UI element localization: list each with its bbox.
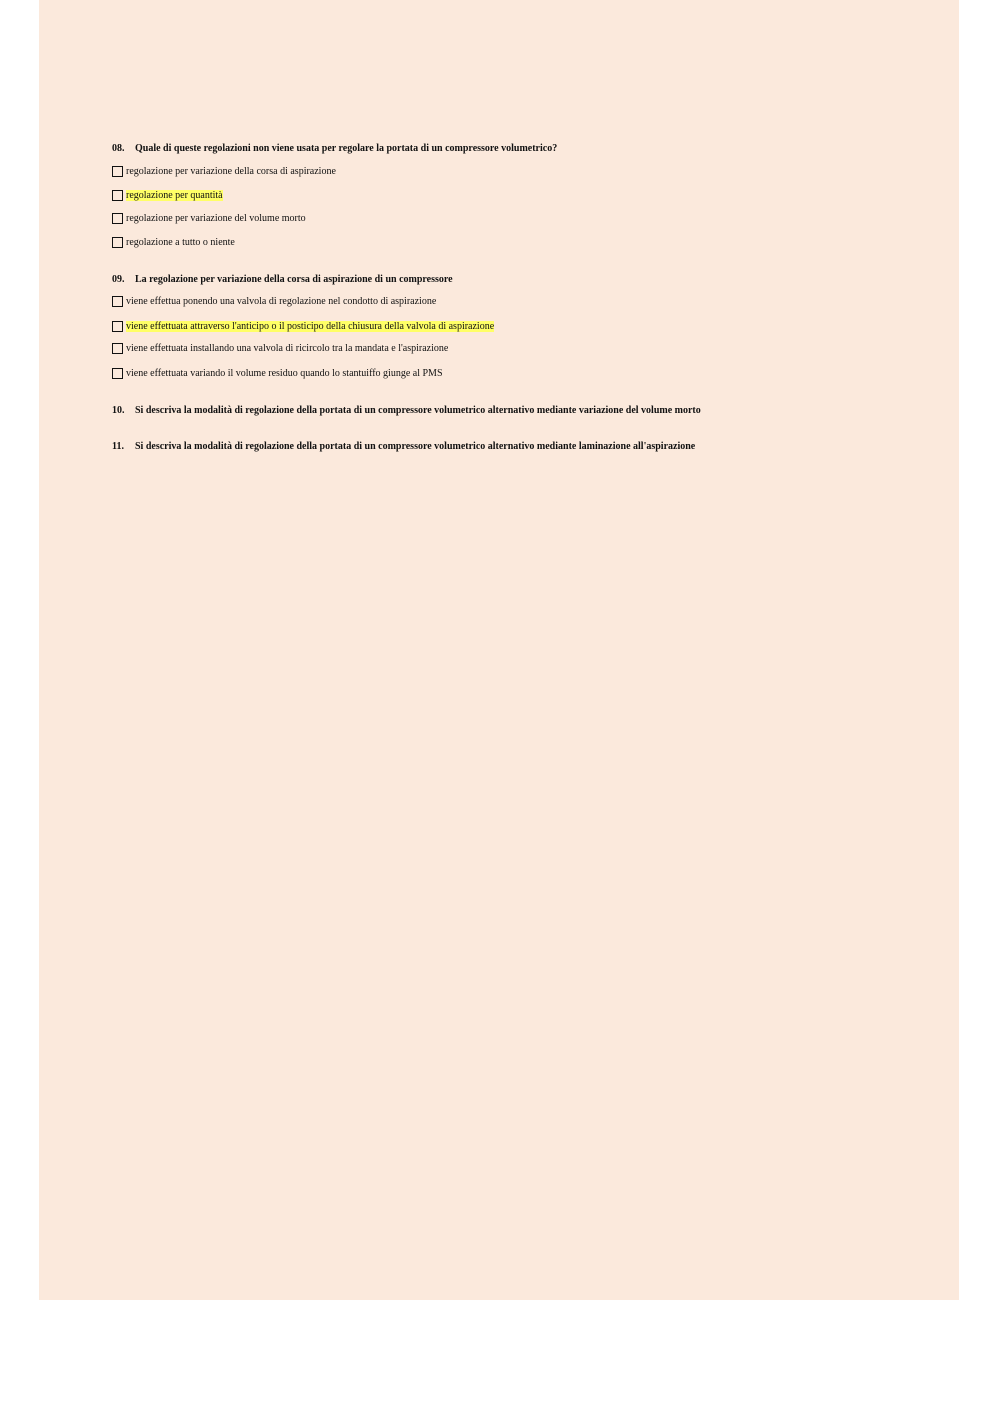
option-09-b[interactable] bbox=[112, 321, 494, 332]
option-08-b[interactable] bbox=[112, 190, 223, 201]
option-label: regolazione per variazione del volume morto bbox=[126, 213, 306, 224]
option-08-c[interactable] bbox=[112, 213, 306, 224]
checkbox[interactable] bbox=[112, 321, 123, 332]
option-label: regolazione per variazione della corsa di aspirazione bbox=[126, 166, 336, 177]
option-label-highlighted: regolazione per quantità bbox=[126, 190, 223, 201]
option-09-a[interactable] bbox=[112, 296, 436, 307]
question-08 bbox=[112, 143, 557, 154]
checkbox[interactable] bbox=[112, 296, 123, 307]
question-number: 11. bbox=[112, 441, 124, 452]
checkbox[interactable] bbox=[112, 343, 123, 354]
option-label: viene effettuata variando il volume residuo quando lo stantuiffo giunge al PMS bbox=[126, 368, 443, 379]
question-11 bbox=[112, 441, 695, 452]
option-08-d[interactable] bbox=[112, 237, 235, 248]
option-09-d[interactable] bbox=[112, 368, 443, 379]
checkbox[interactable] bbox=[112, 368, 123, 379]
checkbox[interactable] bbox=[112, 213, 123, 224]
question-text: Quale di queste regolazioni non viene usata per regolare la portata di un compressore volumetrico? bbox=[135, 143, 558, 154]
option-08-a[interactable] bbox=[112, 166, 336, 177]
question-09 bbox=[112, 274, 453, 285]
question-text: La regolazione per variazione della corsa di aspirazione di un compressore bbox=[135, 274, 453, 285]
question-number: 08. bbox=[112, 143, 125, 154]
option-09-c[interactable] bbox=[112, 343, 448, 354]
option-label: regolazione a tutto o niente bbox=[126, 237, 235, 248]
option-label: viene effettuata installando una valvola di ricircolo tra la mandata e l'aspirazione bbox=[126, 343, 449, 354]
option-label: viene effettua ponendo una valvola di regolazione nel condotto di aspirazione bbox=[126, 296, 437, 307]
question-number: 09. bbox=[112, 274, 125, 285]
checkbox[interactable] bbox=[112, 190, 123, 201]
question-text: Si descriva la modalità di regolazione della portata di un compressore volumetrico alternativo mediante laminazione all'aspirazione bbox=[135, 441, 696, 452]
checkbox[interactable] bbox=[112, 166, 123, 177]
question-10 bbox=[112, 405, 701, 416]
question-text: Si descriva la modalità di regolazione della portata di un compressore volumetrico alternativo mediante variazione del volume morto bbox=[135, 405, 701, 416]
option-label-highlighted: viene effettuata attraverso l'anticipo o il posticipo della chiusura della valvola di aspirazione bbox=[126, 321, 495, 332]
question-number: 10. bbox=[112, 405, 125, 416]
checkbox[interactable] bbox=[112, 237, 123, 248]
